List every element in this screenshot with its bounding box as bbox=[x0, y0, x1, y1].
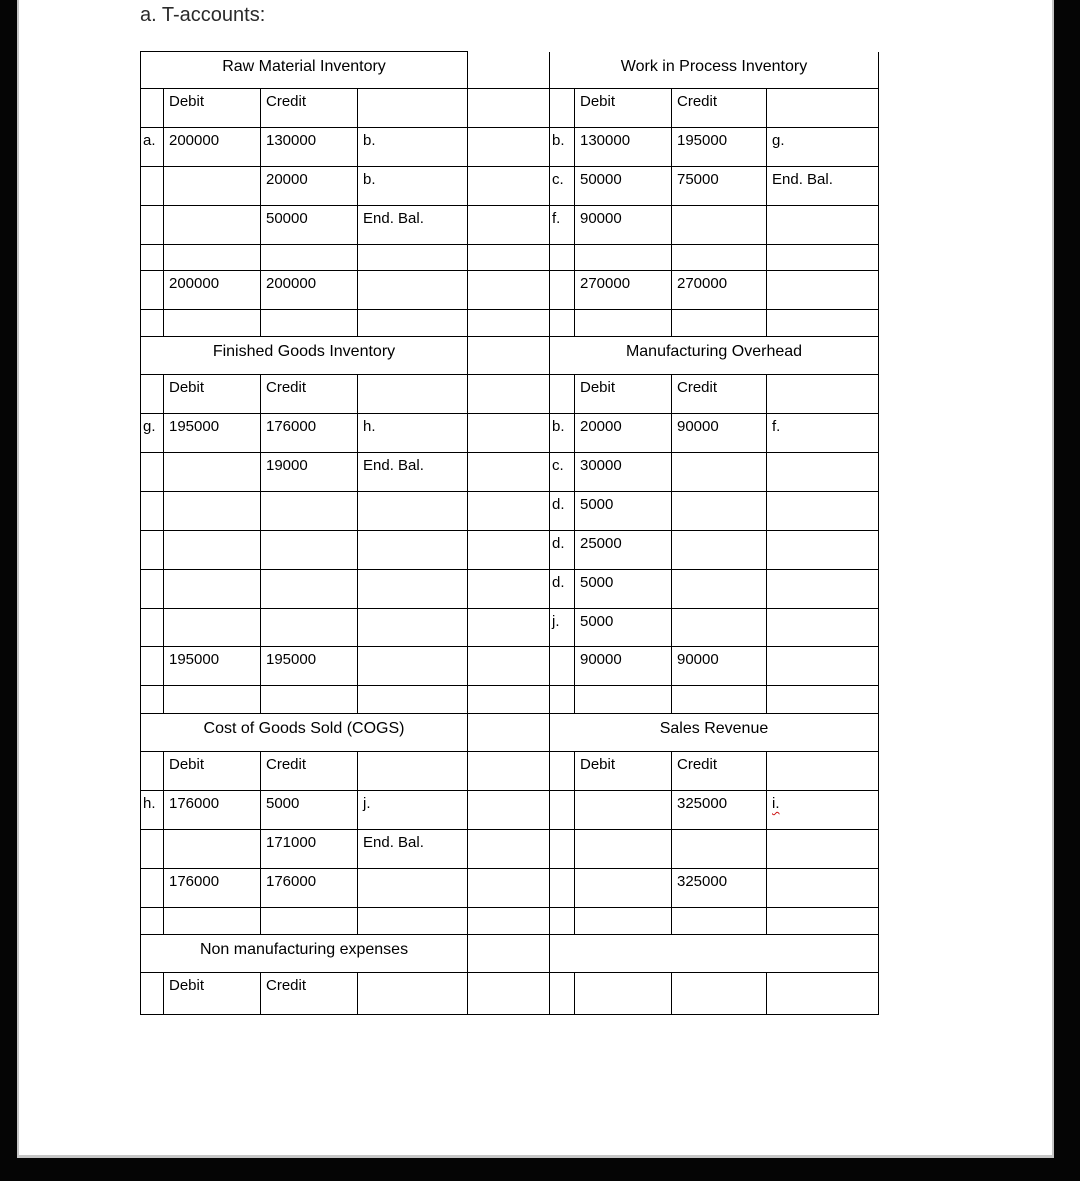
credit-amount-cell: Credit bbox=[261, 89, 358, 128]
credit-amount-cell bbox=[261, 686, 358, 714]
gap-cell bbox=[468, 908, 550, 935]
t-accounts-table bbox=[140, 51, 879, 1015]
credit-amount-cell: 50000 bbox=[261, 206, 358, 245]
credit-amount-cell: 176000 bbox=[261, 869, 358, 908]
note-cell bbox=[358, 310, 468, 337]
entry-letter-cell bbox=[141, 647, 164, 686]
entry-letter-cell bbox=[141, 271, 164, 310]
note-cell bbox=[358, 647, 468, 686]
note-cell: j. bbox=[358, 791, 468, 830]
note-cell bbox=[767, 647, 879, 686]
entry-letter-cell bbox=[141, 89, 164, 128]
entry-letter-cell bbox=[141, 310, 164, 337]
debit-amount-cell: 176000 bbox=[164, 791, 261, 830]
grid-row bbox=[141, 414, 879, 453]
entry-letter-cell bbox=[141, 206, 164, 245]
debit-amount-cell: Debit bbox=[164, 973, 261, 1015]
debit-amount-cell bbox=[575, 908, 672, 935]
entry-letter-cell bbox=[141, 830, 164, 869]
credit-amount-cell bbox=[261, 570, 358, 609]
grid-row bbox=[141, 791, 879, 830]
note-cell: End. Bal. bbox=[358, 453, 468, 492]
entry-letter-cell: d. bbox=[550, 531, 575, 570]
entry-letter-cell bbox=[141, 973, 164, 1015]
entry-letter-cell: c. bbox=[550, 167, 575, 206]
grid-row bbox=[141, 752, 879, 791]
note-cell: End. Bal. bbox=[767, 167, 879, 206]
grid-row bbox=[141, 830, 879, 869]
debit-amount-cell bbox=[575, 686, 672, 714]
note-cell bbox=[767, 375, 879, 414]
gap-cell bbox=[468, 492, 550, 531]
credit-amount-cell: Credit bbox=[261, 752, 358, 791]
note-cell bbox=[358, 752, 468, 791]
credit-amount-cell: 130000 bbox=[261, 128, 358, 167]
debit-amount-cell bbox=[575, 973, 672, 1015]
gap-cell bbox=[468, 245, 550, 271]
entry-letter-cell bbox=[141, 245, 164, 271]
gap-cell bbox=[468, 752, 550, 791]
grid-row bbox=[141, 531, 879, 570]
gap-cell bbox=[468, 167, 550, 206]
credit-amount-cell bbox=[261, 609, 358, 647]
gap-cell bbox=[468, 89, 550, 128]
credit-amount-cell: 195000 bbox=[261, 647, 358, 686]
t-accounts-table-body bbox=[141, 52, 879, 1015]
gap-cell bbox=[468, 375, 550, 414]
credit-amount-cell bbox=[261, 245, 358, 271]
debit-amount-cell: 176000 bbox=[164, 869, 261, 908]
gap-cell bbox=[468, 337, 550, 375]
account-title: Cost of Goods Sold (COGS) bbox=[141, 714, 468, 752]
gap-cell bbox=[468, 973, 550, 1015]
debit-amount-cell: 5000 bbox=[575, 609, 672, 647]
gap-cell bbox=[468, 609, 550, 647]
note-cell bbox=[358, 271, 468, 310]
note-cell bbox=[767, 686, 879, 714]
note-cell: End. Bal. bbox=[358, 206, 468, 245]
grid-row bbox=[141, 167, 879, 206]
note-cell bbox=[767, 973, 879, 1015]
entry-letter-cell bbox=[550, 89, 575, 128]
account-title: Manufacturing Overhead bbox=[550, 337, 879, 375]
note-cell bbox=[358, 973, 468, 1015]
entry-letter-cell bbox=[141, 752, 164, 791]
entry-letter-cell: f. bbox=[550, 206, 575, 245]
debit-amount-cell: 130000 bbox=[575, 128, 672, 167]
entry-letter-cell: g. bbox=[141, 414, 164, 453]
debit-amount-cell bbox=[164, 609, 261, 647]
gap-cell bbox=[468, 570, 550, 609]
gap-cell bbox=[468, 128, 550, 167]
debit-amount-cell: 5000 bbox=[575, 570, 672, 609]
entry-letter-cell bbox=[550, 310, 575, 337]
note-cell bbox=[358, 89, 468, 128]
credit-amount-cell bbox=[672, 686, 767, 714]
grid-row bbox=[141, 271, 879, 310]
document-page bbox=[17, 0, 1054, 1158]
gap-cell bbox=[468, 531, 550, 570]
entry-letter-cell: j. bbox=[550, 609, 575, 647]
note-cell bbox=[767, 791, 879, 830]
gap-cell bbox=[468, 686, 550, 714]
note-cell bbox=[358, 492, 468, 531]
credit-amount-cell: Credit bbox=[261, 375, 358, 414]
debit-amount-cell bbox=[164, 686, 261, 714]
credit-amount-cell: 5000 bbox=[261, 791, 358, 830]
debit-amount-cell bbox=[164, 570, 261, 609]
credit-amount-cell: Credit bbox=[672, 89, 767, 128]
grid-row bbox=[141, 52, 879, 89]
debit-amount-cell bbox=[575, 830, 672, 869]
debit-amount-cell: 90000 bbox=[575, 647, 672, 686]
entry-letter-cell bbox=[550, 908, 575, 935]
debit-amount-cell: Debit bbox=[575, 89, 672, 128]
entry-letter-cell: b. bbox=[550, 128, 575, 167]
entry-letter-cell bbox=[141, 869, 164, 908]
grid-row bbox=[141, 245, 879, 271]
misspelled-note-text: i. bbox=[772, 795, 780, 812]
debit-amount-cell: 200000 bbox=[164, 128, 261, 167]
note-cell bbox=[767, 206, 879, 245]
grid-row bbox=[141, 869, 879, 908]
note-cell bbox=[767, 570, 879, 609]
gap-cell bbox=[468, 52, 550, 89]
entry-letter-cell bbox=[141, 167, 164, 206]
note-cell bbox=[767, 531, 879, 570]
credit-amount-cell bbox=[672, 908, 767, 935]
credit-amount-cell bbox=[672, 609, 767, 647]
credit-amount-cell bbox=[672, 973, 767, 1015]
credit-amount-cell: Credit bbox=[672, 752, 767, 791]
account-title bbox=[550, 935, 879, 973]
note-cell: f. bbox=[767, 414, 879, 453]
debit-amount-cell: 200000 bbox=[164, 271, 261, 310]
debit-amount-cell bbox=[164, 453, 261, 492]
grid-row bbox=[141, 89, 879, 128]
credit-amount-cell bbox=[672, 245, 767, 271]
note-cell bbox=[767, 752, 879, 791]
grid-row bbox=[141, 686, 879, 714]
grid-row bbox=[141, 935, 879, 973]
entry-letter-cell bbox=[141, 609, 164, 647]
debit-amount-cell bbox=[164, 167, 261, 206]
credit-amount-cell: 176000 bbox=[261, 414, 358, 453]
note-cell bbox=[358, 686, 468, 714]
entry-letter-cell bbox=[550, 686, 575, 714]
note-cell bbox=[358, 531, 468, 570]
note-cell bbox=[767, 908, 879, 935]
debit-amount-cell: 90000 bbox=[575, 206, 672, 245]
grid-row bbox=[141, 310, 879, 337]
section-heading: a. T-accounts: bbox=[140, 4, 266, 26]
credit-amount-cell: 325000 bbox=[672, 869, 767, 908]
credit-amount-cell: 195000 bbox=[672, 128, 767, 167]
credit-amount-cell: 171000 bbox=[261, 830, 358, 869]
debit-amount-cell: 50000 bbox=[575, 167, 672, 206]
note-cell bbox=[767, 271, 879, 310]
note-cell bbox=[358, 908, 468, 935]
debit-amount-cell bbox=[575, 245, 672, 271]
debit-amount-cell bbox=[164, 531, 261, 570]
credit-amount-cell: 270000 bbox=[672, 271, 767, 310]
entry-letter-cell bbox=[550, 647, 575, 686]
debit-amount-cell: 5000 bbox=[575, 492, 672, 531]
entry-letter-cell bbox=[141, 492, 164, 531]
gap-cell bbox=[468, 935, 550, 973]
entry-letter-cell bbox=[550, 752, 575, 791]
account-title: Work in Process Inventory bbox=[550, 52, 879, 89]
credit-amount-cell bbox=[672, 206, 767, 245]
debit-amount-cell: Debit bbox=[164, 752, 261, 791]
entry-letter-cell bbox=[550, 245, 575, 271]
grid-row bbox=[141, 908, 879, 935]
entry-letter-cell bbox=[550, 973, 575, 1015]
grid-row bbox=[141, 206, 879, 245]
note-cell bbox=[767, 609, 879, 647]
note-cell: h. bbox=[358, 414, 468, 453]
entry-letter-cell bbox=[550, 869, 575, 908]
gap-cell bbox=[468, 453, 550, 492]
grid-row bbox=[141, 128, 879, 167]
entry-letter-cell bbox=[141, 686, 164, 714]
entry-letter-cell bbox=[141, 453, 164, 492]
grid-row bbox=[141, 492, 879, 531]
account-title: Sales Revenue bbox=[550, 714, 879, 752]
debit-amount-cell bbox=[164, 830, 261, 869]
note-cell bbox=[358, 245, 468, 271]
credit-amount-cell bbox=[672, 492, 767, 531]
credit-amount-cell bbox=[261, 531, 358, 570]
gap-cell bbox=[468, 830, 550, 869]
note-cell bbox=[358, 570, 468, 609]
note-cell bbox=[767, 453, 879, 492]
entry-letter-cell bbox=[550, 830, 575, 869]
entry-letter-cell: a. bbox=[141, 128, 164, 167]
account-title: Non manufacturing expenses bbox=[141, 935, 468, 973]
entry-letter-cell: h. bbox=[141, 791, 164, 830]
credit-amount-cell bbox=[672, 310, 767, 337]
entry-letter-cell bbox=[141, 375, 164, 414]
grid-row bbox=[141, 570, 879, 609]
entry-letter-cell bbox=[141, 570, 164, 609]
note-cell bbox=[358, 609, 468, 647]
debit-amount-cell: 20000 bbox=[575, 414, 672, 453]
gap-cell bbox=[468, 414, 550, 453]
credit-amount-cell bbox=[672, 830, 767, 869]
debit-amount-cell: Debit bbox=[575, 375, 672, 414]
grid-row bbox=[141, 375, 879, 414]
entry-letter-cell: c. bbox=[550, 453, 575, 492]
debit-amount-cell: 270000 bbox=[575, 271, 672, 310]
debit-amount-cell: 30000 bbox=[575, 453, 672, 492]
credit-amount-cell: 90000 bbox=[672, 414, 767, 453]
credit-amount-cell: 200000 bbox=[261, 271, 358, 310]
grid-row bbox=[141, 337, 879, 375]
grid-row bbox=[141, 647, 879, 686]
debit-amount-cell: 25000 bbox=[575, 531, 672, 570]
debit-amount-cell bbox=[575, 310, 672, 337]
credit-amount-cell bbox=[672, 570, 767, 609]
entry-letter-cell: d. bbox=[550, 492, 575, 531]
credit-amount-cell bbox=[261, 908, 358, 935]
entry-letter-cell: d. bbox=[550, 570, 575, 609]
entry-letter-cell bbox=[141, 908, 164, 935]
note-cell: g. bbox=[767, 128, 879, 167]
credit-amount-cell bbox=[261, 310, 358, 337]
credit-amount-cell: Credit bbox=[672, 375, 767, 414]
note-cell: b. bbox=[358, 128, 468, 167]
note-cell bbox=[358, 375, 468, 414]
note-cell bbox=[767, 492, 879, 531]
credit-amount-cell: 75000 bbox=[672, 167, 767, 206]
note-cell bbox=[767, 245, 879, 271]
gap-cell bbox=[468, 714, 550, 752]
gap-cell bbox=[468, 791, 550, 830]
grid-row bbox=[141, 714, 879, 752]
credit-amount-cell: 19000 bbox=[261, 453, 358, 492]
credit-amount-cell: 90000 bbox=[672, 647, 767, 686]
account-title: Finished Goods Inventory bbox=[141, 337, 468, 375]
debit-amount-cell bbox=[164, 245, 261, 271]
entry-letter-cell: b. bbox=[550, 414, 575, 453]
note-cell: End. Bal. bbox=[358, 830, 468, 869]
debit-amount-cell: Debit bbox=[164, 375, 261, 414]
debit-amount-cell: 195000 bbox=[164, 414, 261, 453]
note-cell bbox=[767, 869, 879, 908]
credit-amount-cell bbox=[672, 453, 767, 492]
credit-amount-cell: 325000 bbox=[672, 791, 767, 830]
grid-row bbox=[141, 609, 879, 647]
credit-amount-cell bbox=[672, 531, 767, 570]
note-cell bbox=[767, 830, 879, 869]
grid-row bbox=[141, 453, 879, 492]
grid-row bbox=[141, 973, 879, 1015]
credit-amount-cell: Credit bbox=[261, 973, 358, 1015]
entry-letter-cell bbox=[550, 375, 575, 414]
entry-letter-cell bbox=[550, 791, 575, 830]
account-title: Raw Material Inventory bbox=[141, 52, 468, 89]
entry-letter-cell bbox=[141, 531, 164, 570]
entry-letter-cell bbox=[550, 271, 575, 310]
gap-cell bbox=[468, 271, 550, 310]
credit-amount-cell bbox=[261, 492, 358, 531]
debit-amount-cell: 195000 bbox=[164, 647, 261, 686]
gap-cell bbox=[468, 310, 550, 337]
credit-amount-cell: 20000 bbox=[261, 167, 358, 206]
gap-cell bbox=[468, 647, 550, 686]
gap-cell bbox=[468, 869, 550, 908]
note-cell bbox=[767, 89, 879, 128]
note-cell: b. bbox=[358, 167, 468, 206]
gap-cell bbox=[468, 206, 550, 245]
debit-amount-cell: Debit bbox=[575, 752, 672, 791]
debit-amount-cell bbox=[164, 492, 261, 531]
debit-amount-cell bbox=[575, 791, 672, 830]
note-cell bbox=[358, 869, 468, 908]
debit-amount-cell bbox=[164, 908, 261, 935]
note-cell bbox=[767, 310, 879, 337]
debit-amount-cell bbox=[164, 310, 261, 337]
debit-amount-cell bbox=[575, 869, 672, 908]
debit-amount-cell bbox=[164, 206, 261, 245]
debit-amount-cell: Debit bbox=[164, 89, 261, 128]
